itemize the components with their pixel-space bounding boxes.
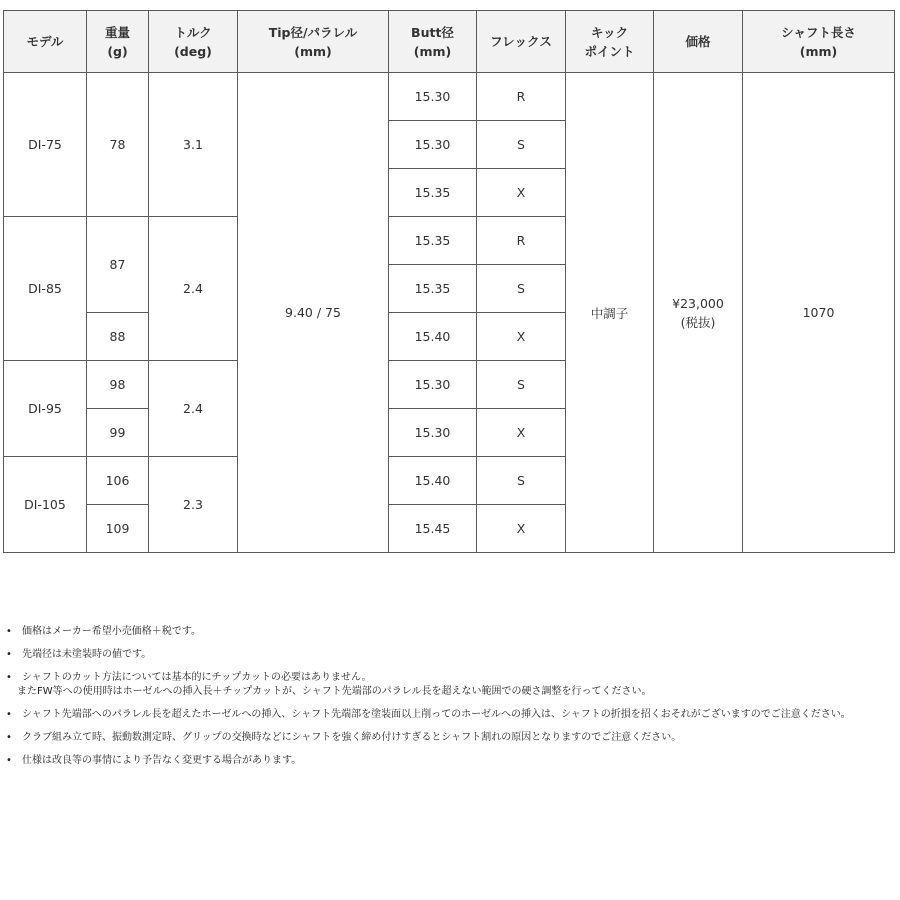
note-text: クラブ組み立て時、振動数測定時、グリップの交換時などにシャフトを強く締め付けすぎるとシャフト割れの原因となりますのでご注意ください。	[22, 732, 682, 743]
bullet-icon: •	[6, 755, 12, 766]
flex-cell: R	[477, 73, 566, 121]
price-cell	[654, 73, 743, 553]
price-note: (税抜)	[680, 314, 716, 330]
notes-list	[5, 625, 897, 777]
model-cell: DI-105	[4, 457, 87, 553]
column-header-line: シャフト長さ	[781, 24, 856, 40]
note-item	[5, 754, 897, 768]
column-header-line: (mm)	[413, 43, 452, 59]
column-header	[654, 11, 743, 73]
note-text: シャフト先端部へのパラレル長を超えたホーゼルへの挿入、シャフト先端部を塗装面以上削ってのホーゼルへの挿入は、シャフトの折損を招くおそれがございますのでご注意ください。	[22, 709, 851, 720]
flex-cell: S	[477, 361, 566, 409]
butt-cell: 15.30	[389, 361, 477, 409]
column-header-line: 価格	[685, 34, 711, 49]
butt-cell: 15.35	[389, 169, 477, 217]
flex-cell: X	[477, 409, 566, 457]
bullet-icon: •	[6, 709, 12, 720]
note-text: 仕様は改良等の事情により予告なく変更する場合があります。	[22, 755, 302, 766]
shaft-spec-table	[3, 10, 895, 553]
flex-cell: S	[477, 457, 566, 505]
model-cell: DI-85	[4, 217, 87, 361]
weight-cell: 87	[87, 217, 149, 313]
weight-cell: 109	[87, 505, 149, 553]
column-header	[743, 11, 895, 73]
flex-cell: R	[477, 217, 566, 265]
header-row	[4, 11, 895, 73]
flex-cell: S	[477, 265, 566, 313]
kick-point-cell: 中調子	[566, 73, 654, 553]
note-item	[5, 625, 897, 639]
column-header-line: Tip径/パラレル	[268, 24, 358, 40]
torque-cell: 2.4	[149, 361, 238, 457]
column-header-line: Butt径	[411, 24, 454, 40]
butt-cell: 15.45	[389, 505, 477, 553]
column-header-line: モデル	[26, 34, 64, 49]
butt-cell: 15.35	[389, 217, 477, 265]
bullet-icon: •	[6, 732, 12, 743]
butt-cell: 15.35	[389, 265, 477, 313]
shaft-length-cell: 1070	[743, 73, 895, 553]
note-item	[5, 648, 897, 662]
note-text: 価格はメーカー希望小売価格＋税です。	[22, 626, 201, 637]
weight-cell: 99	[87, 409, 149, 457]
column-header	[149, 11, 238, 73]
column-header	[238, 11, 389, 73]
column-header	[87, 11, 149, 73]
note-item	[5, 731, 897, 745]
butt-cell: 15.30	[389, 121, 477, 169]
model-cell: DI-95	[4, 361, 87, 457]
flex-cell: X	[477, 169, 566, 217]
column-header	[477, 11, 566, 73]
torque-cell: 3.1	[149, 73, 238, 217]
column-header-line: (mm)	[294, 43, 332, 59]
weight-cell: 106	[87, 457, 149, 505]
table-body	[4, 73, 895, 553]
model-cell: DI-75	[4, 73, 87, 217]
column-header-line: 重量	[104, 24, 130, 40]
column-header	[566, 11, 654, 73]
column-header-line: (mm)	[799, 43, 838, 59]
bullet-icon: •	[6, 672, 12, 683]
column-header-line: トルク	[174, 24, 212, 40]
bullet-icon: •	[6, 626, 12, 637]
table-header	[4, 11, 895, 73]
torque-cell: 2.4	[149, 217, 238, 361]
table-row	[4, 73, 895, 121]
column-header-line: (g)	[107, 43, 128, 59]
note-text: またFW等への使用時はホーゼルへの挿入長＋チップカットが、シャフト先端部のパラレル長を超えない範囲での硬さ調整を行ってください。	[17, 686, 652, 697]
note-item	[5, 671, 897, 699]
note-item	[5, 708, 897, 722]
bullet-icon: •	[6, 649, 12, 660]
column-header-line: ポイント	[584, 43, 635, 59]
column-header	[389, 11, 477, 73]
weight-cell: 98	[87, 361, 149, 409]
note-text: 先端径は未塗装時の値です。	[22, 649, 152, 660]
weight-cell: 88	[87, 313, 149, 361]
column-header-line: (deg)	[174, 43, 212, 59]
flex-cell: X	[477, 505, 566, 553]
butt-cell: 15.40	[389, 457, 477, 505]
butt-cell: 15.30	[389, 409, 477, 457]
butt-cell: 15.30	[389, 73, 477, 121]
torque-cell: 2.3	[149, 457, 238, 553]
flex-cell: X	[477, 313, 566, 361]
note-text: シャフトのカット方法については基本的にチップカットの必要はありません。	[22, 672, 372, 683]
column-header-line: フレックス	[490, 34, 552, 49]
column-header-line: キック	[590, 24, 629, 40]
weight-cell: 78	[87, 73, 149, 217]
flex-cell: S	[477, 121, 566, 169]
price-value: ¥23,000	[672, 295, 724, 311]
butt-cell: 15.40	[389, 313, 477, 361]
column-header	[4, 11, 87, 73]
tip-parallel-cell: 9.40 / 75	[238, 73, 389, 553]
